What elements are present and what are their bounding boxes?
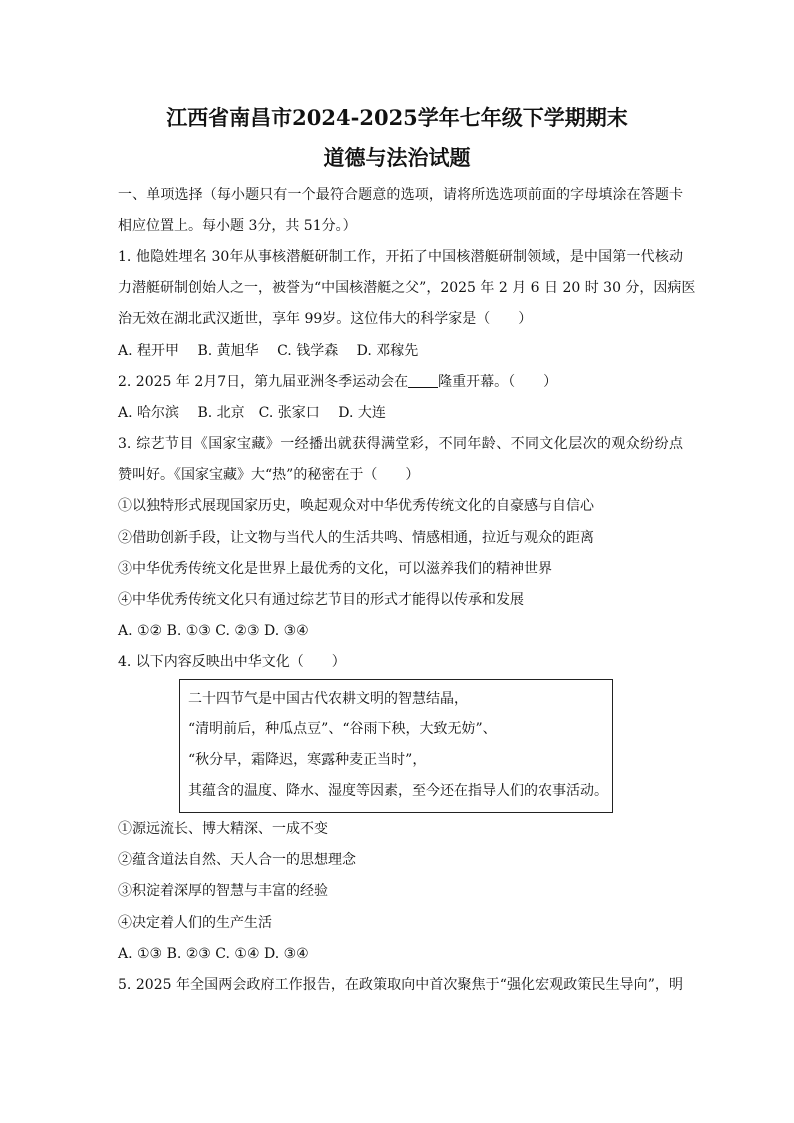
q2-fill-blank — [408, 373, 438, 388]
q3-statement-3: ③中华优秀传统文化是世界上最优秀的文化，可以滋养我们的精神世界 — [118, 561, 552, 577]
q4-stem: 4. 以下内容反映出中华文化（ ） — [118, 654, 346, 670]
q2-stem-before: 2. 2025 年 2月7日，第九届亚洲冬季运动会在 — [118, 374, 409, 390]
q1-options: A. 程开甲 B. 黄旭华 C. 钱学森 D. 邓稼先 — [118, 343, 419, 359]
q4-material-box — [179, 679, 613, 813]
q1-stem-line2: 力潜艇研制创始人之一，被誉为“中国核潜艇之父”，2025 年 2 月 6 日 20 时 30 分，因病医 — [118, 280, 696, 296]
page-subtitle: 道德与法治试题 — [323, 145, 471, 170]
q4-material-line2: “清明前后，种瓜点豆”、“谷雨下秧，大致无妨”、 — [188, 721, 497, 737]
q3-statement-4: ④中华优秀传统文化只有通过综艺节目的形式才能得以传承和发展 — [118, 592, 524, 608]
q4-statement-1: ①源远流长、博大精深、一成不变 — [118, 821, 328, 837]
q4-statement-4: ④决定着人们的生产生活 — [118, 915, 272, 931]
q4-material-line3: “秋分早，霜降迟，寒露种麦正当时”， — [188, 752, 427, 768]
q1-stem-line3: 治无效在湖北武汉逝世，享年 99岁。这位伟大的科学家是（ ） — [118, 311, 533, 327]
section-instructions-line2: 相应位置上。每小题 3分，共 51分。） — [118, 218, 357, 234]
q4-statement-2: ②蕴含道法自然、天人合一的思想理念 — [118, 852, 356, 868]
q3-statement-2: ②借助创新手段，让文物与当代人的生活共鸣、情感相通，拉近与观众的距离 — [118, 530, 594, 546]
q4-material-line4: 其蕴含的温度、降水、湿度等因素，至今还在指导人们的农事活动。 — [188, 783, 608, 799]
q1-stem-line1: 1. 他隐姓埋名 30年从事核潜艇研制工作，开拓了中国核潜艇研制领域，是中国第一代核动 — [118, 249, 683, 265]
page-title: 江西省南昌市2024-2025学年七年级下学期期末 — [166, 105, 628, 130]
q3-options: A. ①② B. ①③ C. ②③ D. ③④ — [118, 623, 309, 639]
q2-stem-after: 隆重开幕。（ ） — [438, 374, 558, 390]
q2-options: A. 哈尔滨 B. 北京 C. 张家口 D. 大连 — [118, 405, 386, 421]
q3-statement-1: ①以独特形式展现国家历史，唤起观众对中华优秀传统文化的自豪感与自信心 — [118, 498, 594, 514]
q4-material-line1: 二十四节气是中国古代农耕文明的智慧结晶， — [188, 691, 468, 707]
section-instructions-line1: 一、单项选择（每小题只有一个最符合题意的选项，请将所选选项前面的字母填涂在答题卡 — [118, 187, 683, 203]
q3-stem-line2: 赞叫好。《国家宝藏》大“热”的秘密在于（ ） — [118, 467, 420, 483]
q2-stem — [118, 371, 683, 393]
q5-stem-line1: 5. 2025 年全国两会政府工作报告，在政策取向中首次聚焦于“强化宏观政策民生导向”，明 — [118, 977, 683, 993]
q3-stem-line1: 3. 综艺节目《国家宝藏》一经播出就获得满堂彩，不同年龄、不同文化层次的观众纷纷点 — [118, 436, 683, 452]
q4-statement-3: ③积淀着深厚的智慧与丰富的经验 — [118, 883, 328, 899]
q4-options: A. ①③ B. ②③ C. ①④ D. ③④ — [118, 946, 309, 962]
